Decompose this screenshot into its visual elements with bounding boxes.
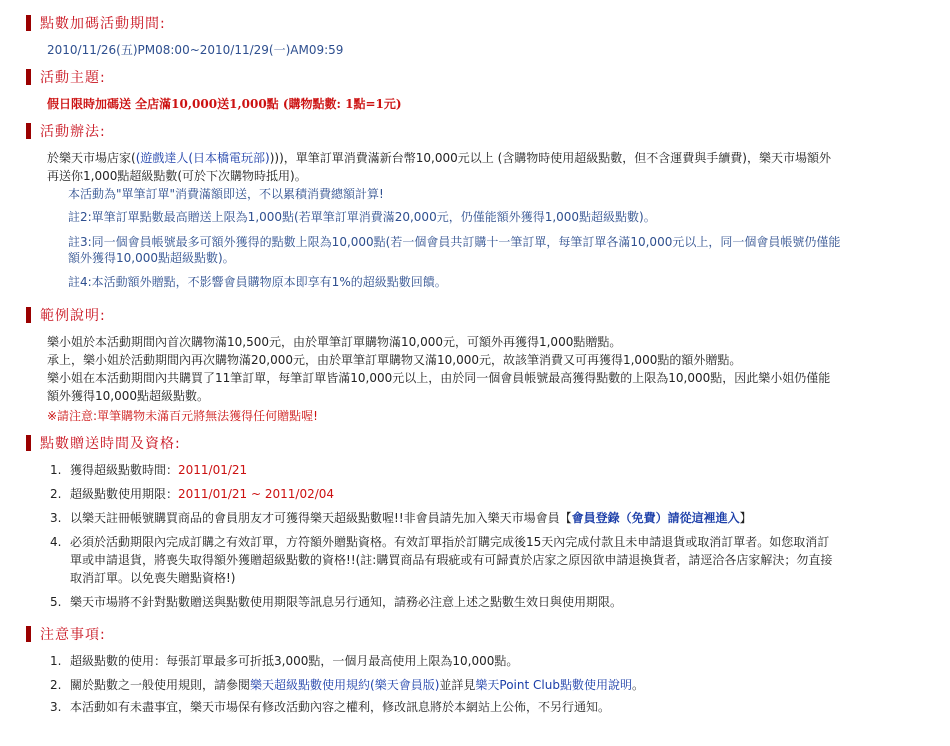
section-title: 活動辦法: [40, 124, 106, 140]
example-line-2: 承上，樂小姐於活動期間內再次購物滿20,000元，由於單筆訂單購物又滿10,000元，故該筆消費又可再獲得1,000點的額外贈點。 [47, 353, 742, 367]
list-item-cont: 單或申請退貨，將喪失取得額外獲贈超級點數的資格!!(註:購買商品有瑕疵或有可歸責於店家之原因欲申請退換貨者，請逕洽各店家解決；勿直接 [70, 553, 833, 567]
section-bar-icon [26, 69, 31, 85]
section-method-header [26, 123, 106, 139]
section-bar-icon [26, 626, 31, 642]
section-theme-header [26, 69, 106, 85]
list-item: 2. 關於點數之一般使用規則，請參閱樂天超級點數使用規約(樂天會員版)並詳見樂天Point Club點數使用說明。 [50, 678, 644, 692]
method-note-4: 註4:本活動額外贈點，不影響會員購物原本即享有1%的超級點數回饋。 [68, 275, 447, 289]
section-example-header [26, 307, 106, 323]
list-item: 1. 超級點數的使用：每張訂單最多可折抵3,000點，一個月最高使用上限為10,000點。 [50, 654, 519, 668]
expiry-range: 2011/01/21 ~ 2011/02/04 [178, 487, 335, 501]
section-title: 活動主題: [40, 70, 106, 86]
method-note-2: 註2:單筆訂單點數最高贈送上限為1,000點(若單筆訂單消費滿20,000元，仍僅能額外獲得1,000點超級點數)。 [68, 210, 656, 224]
list-item: 3. 本活動如有未盡事宜，樂天市場保有修改活動內容之權利，修改訊息將於本網站上公佈，不另行通知。 [50, 700, 611, 714]
method-note-1: 本活動為"單筆訂單"消費滿額即送，不以累積消費總額計算! [68, 187, 384, 201]
section-title: 點數贈送時間及資格: [40, 436, 181, 452]
point-club-guide-link[interactable]: 樂天Point Club點數使用說明 [475, 678, 632, 692]
example-line-1: 樂小姐於本活動期間內首次購物滿10,500元，由於單筆訂單購物滿10,000元，可額外再獲得1,000點贈點。 [47, 335, 622, 349]
points-terms-link[interactable]: 樂天超級點數使用規約(樂天會員版) [250, 678, 440, 692]
list-item: 2. 超級點數使用期限：2011/01/21 ~ 2011/02/04 [50, 487, 335, 501]
method-intro-line-2: 再送你1,000點超級點數(可於下次購物時抵用)。 [47, 169, 307, 183]
example-line-3-cont: 額外獲得10,000點超級點數。 [47, 389, 209, 403]
theme-text: 假日限時加碼送 全店滿10,000送1,000點 (購物點數: 1點=1元) [47, 97, 402, 111]
section-bar-icon [26, 435, 31, 451]
section-notice-header [26, 626, 106, 642]
section-title: 範例說明: [40, 308, 106, 324]
section-title: 注意事項: [40, 627, 106, 643]
section-bar-icon [26, 123, 31, 139]
list-item: 5. 樂天市場將不針對點數贈送與點數使用期限等訊息另行通知，請務必注意上述之點數生效日與使用期限。 [50, 595, 623, 609]
member-register-link[interactable]: 會員登錄（免費）請從這裡進入 [571, 511, 740, 525]
method-intro-line-1: 於樂天市場店家((遊戲達人(日本橋電玩部))))，單筆訂單消費滿新台幣10,000元以上 (含購物時使用超級點數，但不含運費與手續費)，樂天市場額外 [47, 151, 831, 165]
shop-link[interactable]: (遊戲達人(日本橋電玩部) [135, 151, 270, 165]
method-note-3-cont: 額外獲得10,000點超級點數)。 [68, 251, 235, 265]
list-item: 1. 獲得超級點數時間：2011/01/21 [50, 463, 248, 477]
example-warning: ※請注意:單筆購物未滿百元將無法獲得任何贈點喔! [47, 409, 318, 423]
list-item: 3. 以樂天註冊帳號購買商品的會員朋友才可獲得樂天超級點數喔!!非會員請先加入樂天市場會員【會員登錄（免費）請從這裡進入】 [50, 511, 752, 525]
section-eligibility-header [26, 435, 181, 451]
section-title: 點數加碼活動期間: [40, 16, 166, 32]
list-item-cont: 取消訂單。以免喪失贈點資格!) [70, 571, 236, 585]
method-note-3: 註3:同一個會員帳號最多可額外獲得的點數上限為10,000點(若一個會員共訂購十一筆訂單，每筆訂單各滿10,000元以上，同一個會員帳號仍僅能 [68, 235, 841, 249]
section-bar-icon [26, 307, 31, 323]
award-date: 2011/01/21 [178, 463, 248, 477]
list-item: 4. 必須於活動期限內完成訂購之有效訂單，方符額外贈點資格。有效訂單指於訂購完成後15天內完成付款且未申請退貨或取消訂單者。如您取消訂 [50, 535, 830, 549]
period-text: 2010/11/26(五)PM08:00~2010/11/29(一)AM09:59 [47, 43, 344, 57]
example-line-3: 樂小姐在本活動期間內共購買了11筆訂單，每筆訂單皆滿10,000元以上，由於同一個會員帳號最高獲得點數的上限為10,000點，因此樂小姐仍僅能 [47, 371, 831, 385]
section-bar-icon [26, 15, 31, 31]
section-period-header [26, 15, 166, 31]
